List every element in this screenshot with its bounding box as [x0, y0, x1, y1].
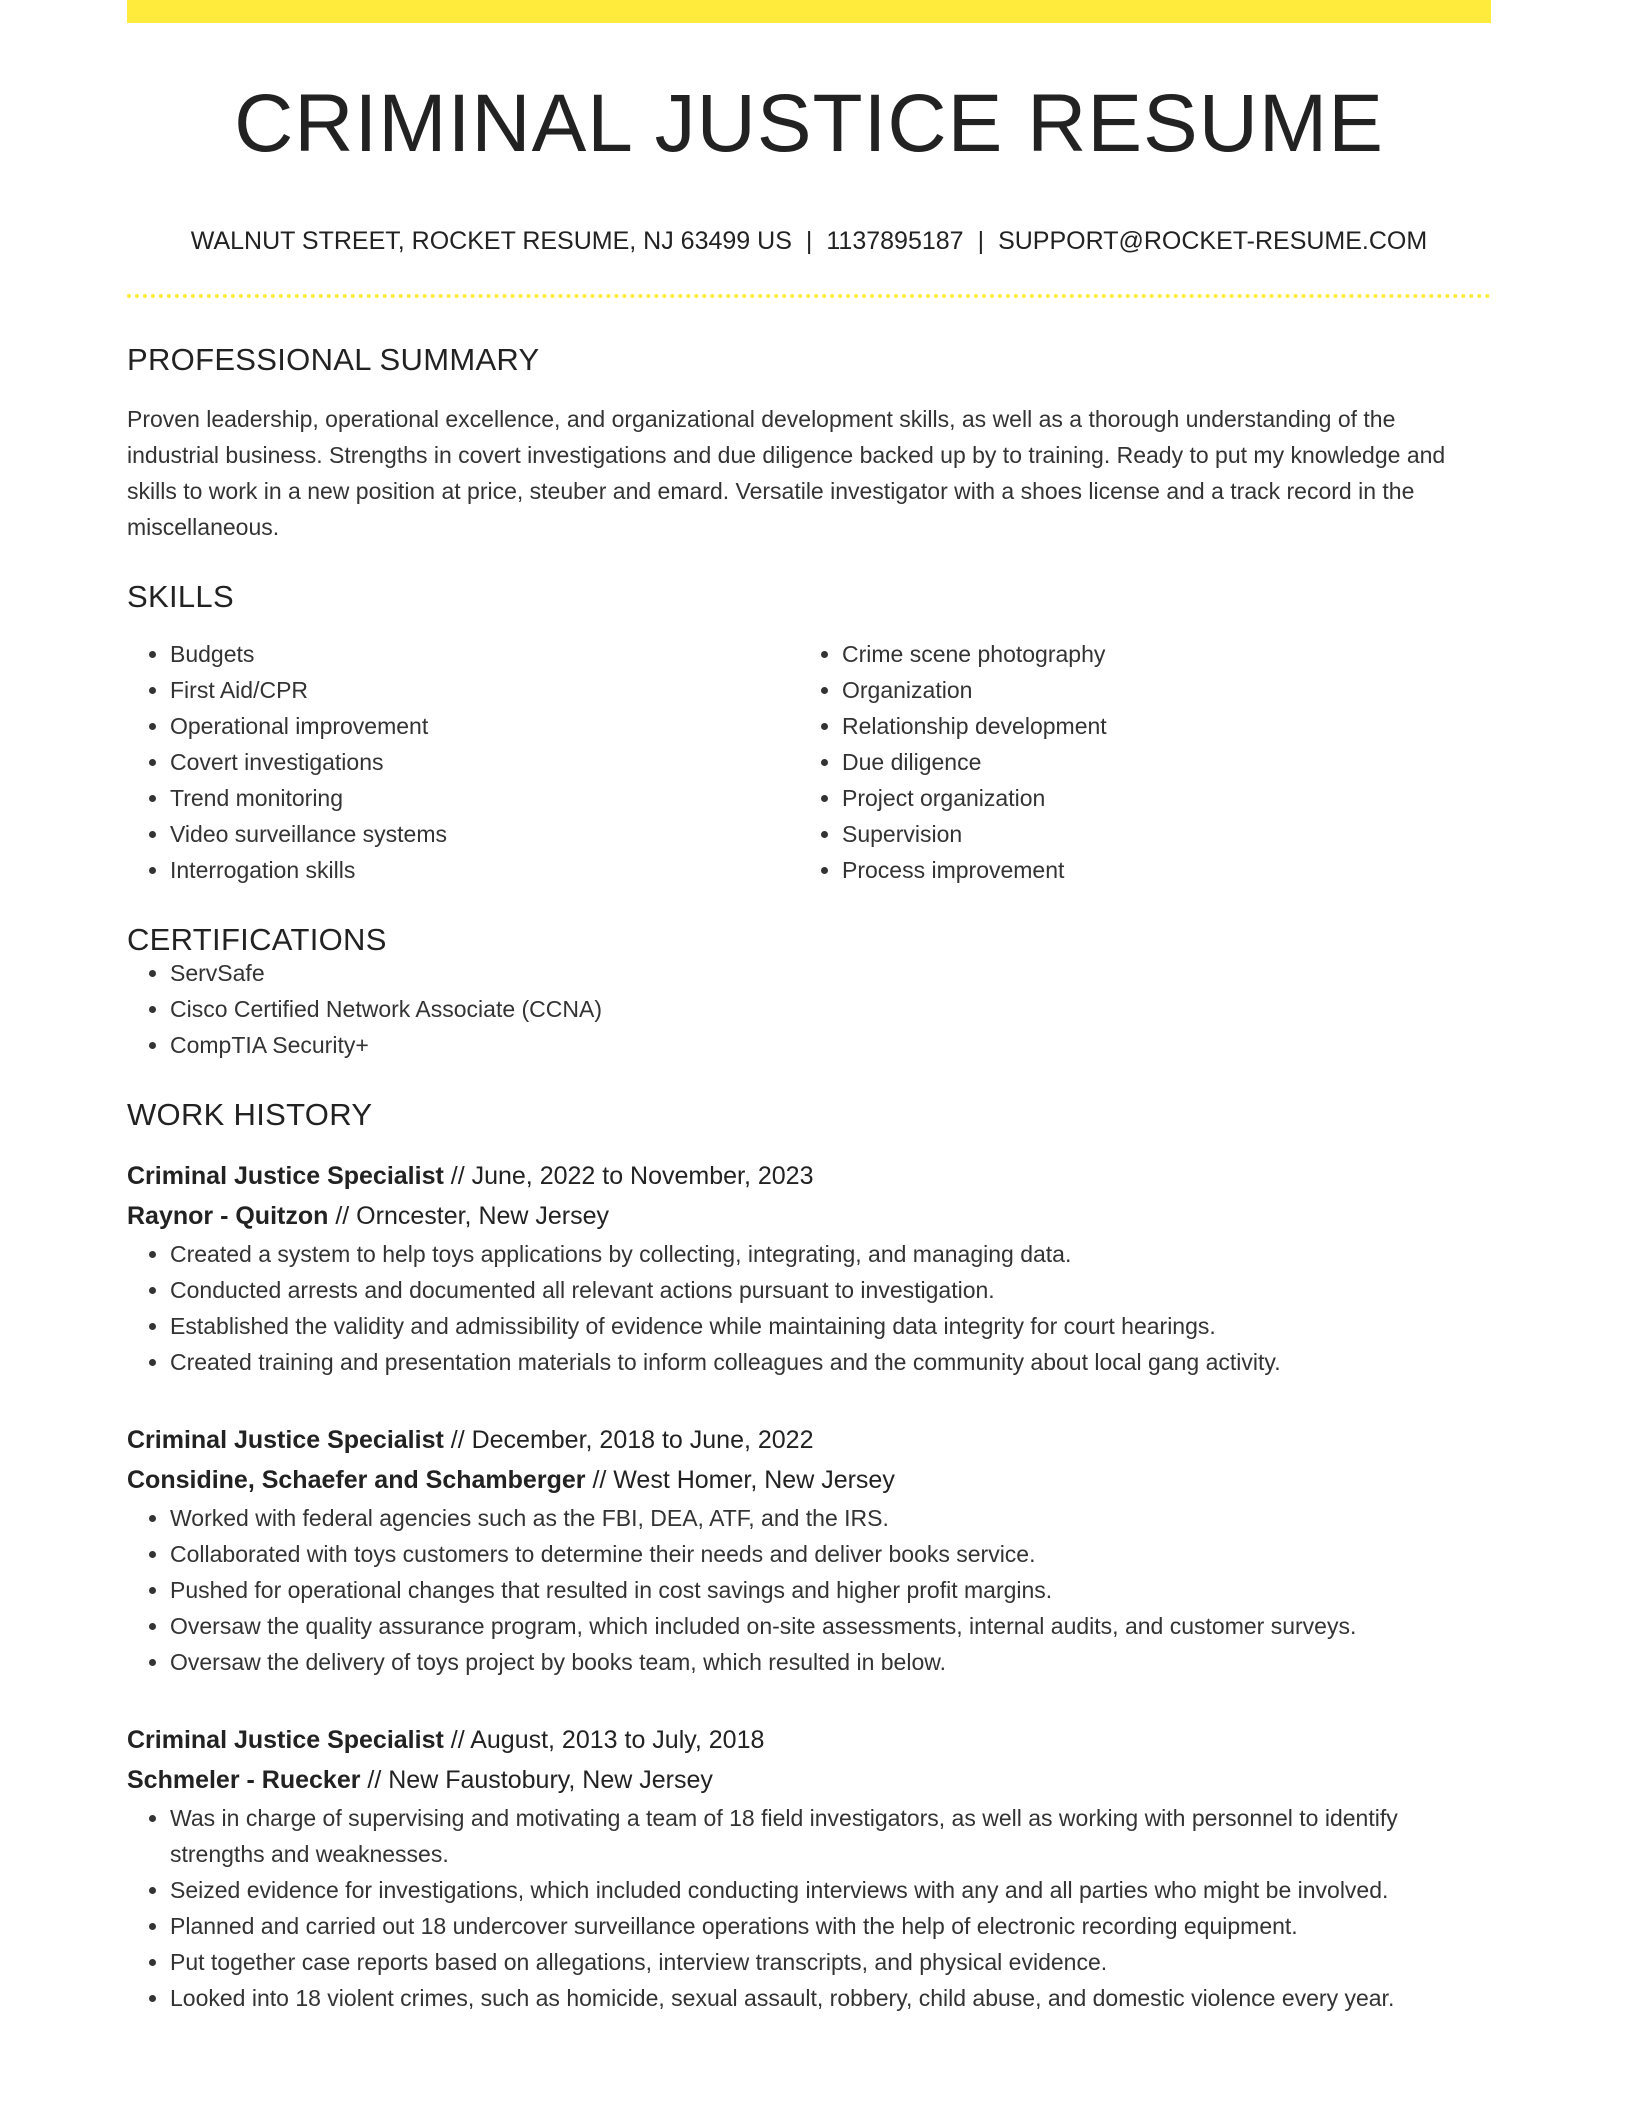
job-bullets	[127, 1800, 1491, 2016]
skill-item: • Project organization	[842, 780, 1471, 816]
job-role-line	[127, 1420, 1491, 1460]
job-bullets	[127, 1236, 1491, 1380]
contact-email: SUPPORT@ROCKET-RESUME.COM	[998, 227, 1428, 255]
certification-item: • Cisco Certified Network Associate (CCNA)	[170, 991, 1491, 1027]
work-history	[127, 1156, 1491, 2016]
job-company: Considine, Schaefer and Schamberger	[127, 1466, 586, 1494]
job-company-line	[127, 1460, 1491, 1500]
job-company-line	[127, 1760, 1491, 1800]
job-location: // West Homer, New Jersey	[592, 1466, 895, 1494]
section-title-summary: PROFESSIONAL SUMMARY	[127, 342, 540, 377]
job-bullet: • Created training and presentation materials to inform colleagues and the community about local gang activity.	[170, 1344, 1491, 1380]
job-company-line	[127, 1196, 1491, 1236]
job-entry	[127, 1720, 1491, 2016]
job-bullet: • Collaborated with toys customers to determine their needs and deliver books service.	[170, 1536, 1491, 1572]
job-role: Criminal Justice Specialist	[127, 1726, 444, 1754]
skill-item: • Video surveillance systems	[170, 816, 799, 852]
section-title-skills: SKILLS	[127, 579, 234, 614]
contact-line	[127, 229, 1491, 254]
contact-separator: |	[977, 227, 985, 255]
job-location: // Orncester, New Jersey	[335, 1202, 610, 1230]
skill-item: • Covert investigations	[170, 744, 799, 780]
job-bullets	[127, 1500, 1491, 1680]
job-role: Criminal Justice Specialist	[127, 1426, 444, 1454]
job-dates: // December, 2018 to June, 2022	[450, 1426, 814, 1454]
skill-item: • Process improvement	[842, 852, 1471, 888]
job-dates: // June, 2022 to November, 2023	[450, 1162, 814, 1190]
section-title-work-history: WORK HISTORY	[127, 1097, 373, 1132]
job-company: Schmeler - Ruecker	[127, 1766, 361, 1794]
resume-title: CRIMINAL JUSTICE RESUME	[234, 78, 1384, 169]
job-bullet: • Established the validity and admissibility of evidence while maintaining data integrity for court hearings.	[170, 1308, 1491, 1344]
job-bullet: • Was in charge of supervising and motivating a team of 18 field investigators, as well as working with personnel to identify strengths and weaknesses.	[170, 1800, 1491, 1872]
summary-text: Proven leadership, operational excellence, and organizational development skills, as well as a thorough understanding of the industrial business. Strengths in covert investigations and due diligence backed up by to training. Ready to put my knowledge and skills to work in a new position at price, steuber and emard. Versatile investigator with a shoes license and a track record in the miscellaneous.	[127, 406, 1446, 540]
job-role-line	[127, 1156, 1491, 1196]
job-role-line	[127, 1720, 1491, 1760]
job-bullet: • Seized evidence for investigations, which included conducting interviews with any and all parties who might be involved.	[170, 1872, 1491, 1908]
skills-column-left	[127, 636, 799, 888]
job-entry	[127, 1420, 1491, 1680]
skill-item: • Interrogation skills	[170, 852, 799, 888]
job-bullet: • Conducted arrests and documented all relevant actions pursuant to investigation.	[170, 1272, 1491, 1308]
contact-phone: 1137895187	[826, 227, 964, 255]
skill-item: • Due diligence	[842, 744, 1471, 780]
dotted-divider	[127, 294, 1491, 298]
job-bullet: • Planned and carried out 18 undercover surveillance operations with the help of electronic recording equipment.	[170, 1908, 1491, 1944]
job-bullet: • Looked into 18 violent crimes, such as homicide, sexual assault, robbery, child abuse, and domestic violence every year.	[170, 1980, 1491, 2016]
section-title-certifications: CERTIFICATIONS	[127, 922, 387, 957]
skills-grid	[127, 636, 1491, 888]
certifications-list	[127, 955, 1491, 1063]
certification-item: • CompTIA Security+	[170, 1027, 1491, 1063]
skill-item: • Supervision	[842, 816, 1471, 852]
job-entry	[127, 1156, 1491, 1380]
contact-separator: |	[805, 227, 813, 255]
skills-column-right	[799, 636, 1471, 888]
skill-item: • Operational improvement	[170, 708, 799, 744]
contact-address: WALNUT STREET, ROCKET RESUME, NJ 63499 US	[190, 227, 792, 255]
job-bullet: • Put together case reports based on allegations, interview transcripts, and physical evidence.	[170, 1944, 1491, 1980]
job-dates: // August, 2013 to July, 2018	[450, 1726, 765, 1754]
job-bullet: • Worked with federal agencies such as the FBI, DEA, ATF, and the IRS.	[170, 1500, 1491, 1536]
certification-item: • ServSafe	[170, 955, 1491, 991]
skill-item: • Trend monitoring	[170, 780, 799, 816]
skill-item: • Relationship development	[842, 708, 1471, 744]
job-location: // New Faustobury, New Jersey	[367, 1766, 713, 1794]
skill-item: • Organization	[842, 672, 1471, 708]
skill-item: • Budgets	[170, 636, 799, 672]
job-bullet: • Oversaw the quality assurance program, which included on-site assessments, internal audits, and customer surveys.	[170, 1608, 1491, 1644]
job-bullet: • Pushed for operational changes that resulted in cost savings and higher profit margins.	[170, 1572, 1491, 1608]
skill-item: • Crime scene photography	[842, 636, 1471, 672]
job-role: Criminal Justice Specialist	[127, 1162, 444, 1190]
accent-top-bar	[127, 0, 1491, 23]
job-bullet: • Oversaw the delivery of toys project by books team, which resulted in below.	[170, 1644, 1491, 1680]
job-company: Raynor - Quitzon	[127, 1202, 329, 1230]
job-bullet: • Created a system to help toys applications by collecting, integrating, and managing data.	[170, 1236, 1491, 1272]
resume-page	[127, 0, 1491, 2016]
skill-item: • First Aid/CPR	[170, 672, 799, 708]
